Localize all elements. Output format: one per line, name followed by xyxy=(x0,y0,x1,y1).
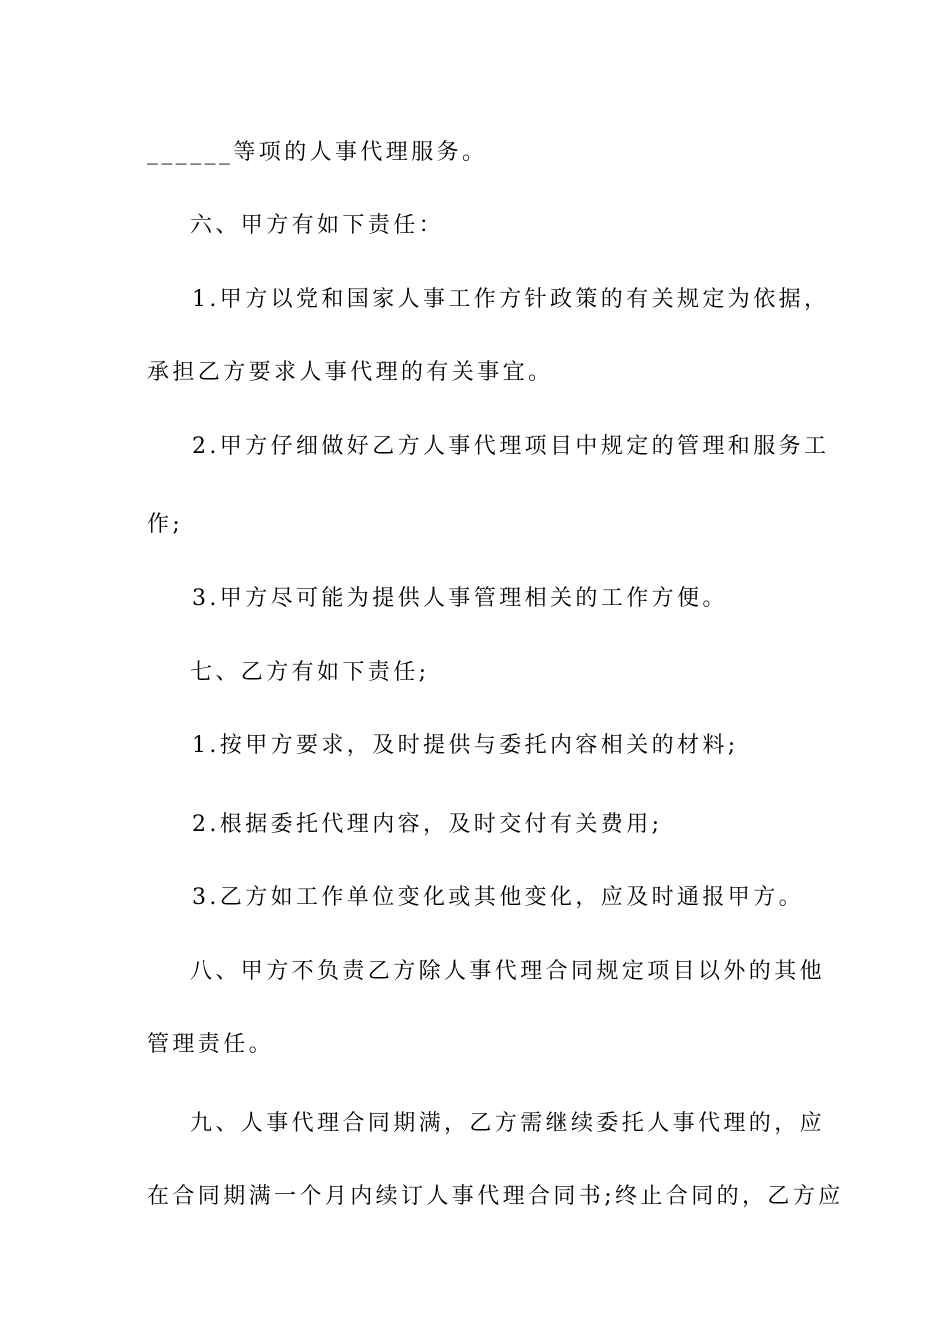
text-line-6: 作; xyxy=(147,512,184,537)
text-line-10: 2.根据委托代理内容，及时交付有关费用; xyxy=(192,812,663,837)
text-line-7: 3.甲方尽可能为提供人事管理相关的工作方便。 xyxy=(192,586,728,611)
text-line-13: 管理责任。 xyxy=(147,1032,275,1057)
text-line-11: 3.乙方如工作单位变化或其他变化，应及时通报甲方。 xyxy=(192,885,804,910)
text-line-3: 1.甲方以党和国家人事工作方针政策的有关规定为依据， xyxy=(192,287,830,312)
text-line-15: 在合同期满一个月内续订人事代理合同书;终止合同的，乙方应 xyxy=(147,1184,844,1209)
text-line-9: 1.按甲方要求，及时提供与委托内容相关的材料; xyxy=(192,733,739,758)
text-line-4: 承担乙方要求人事代理的有关事宜。 xyxy=(147,360,554,385)
section-heading-8: 八、甲方不负责乙方除人事代理合同规定项目以外的其他 xyxy=(190,959,826,984)
section-heading-6: 六、甲方有如下责任： xyxy=(190,213,445,238)
text-line-5: 2.甲方仔细做好乙方人事代理项目中规定的管理和服务工 xyxy=(192,434,830,459)
text-line-1: ______等项的人事代理服务。 xyxy=(147,140,488,165)
section-heading-9: 九、人事代理合同期满，乙方需继续委托人事代理的，应 xyxy=(190,1111,826,1136)
section-heading-7: 七、乙方有如下责任; xyxy=(190,660,430,685)
